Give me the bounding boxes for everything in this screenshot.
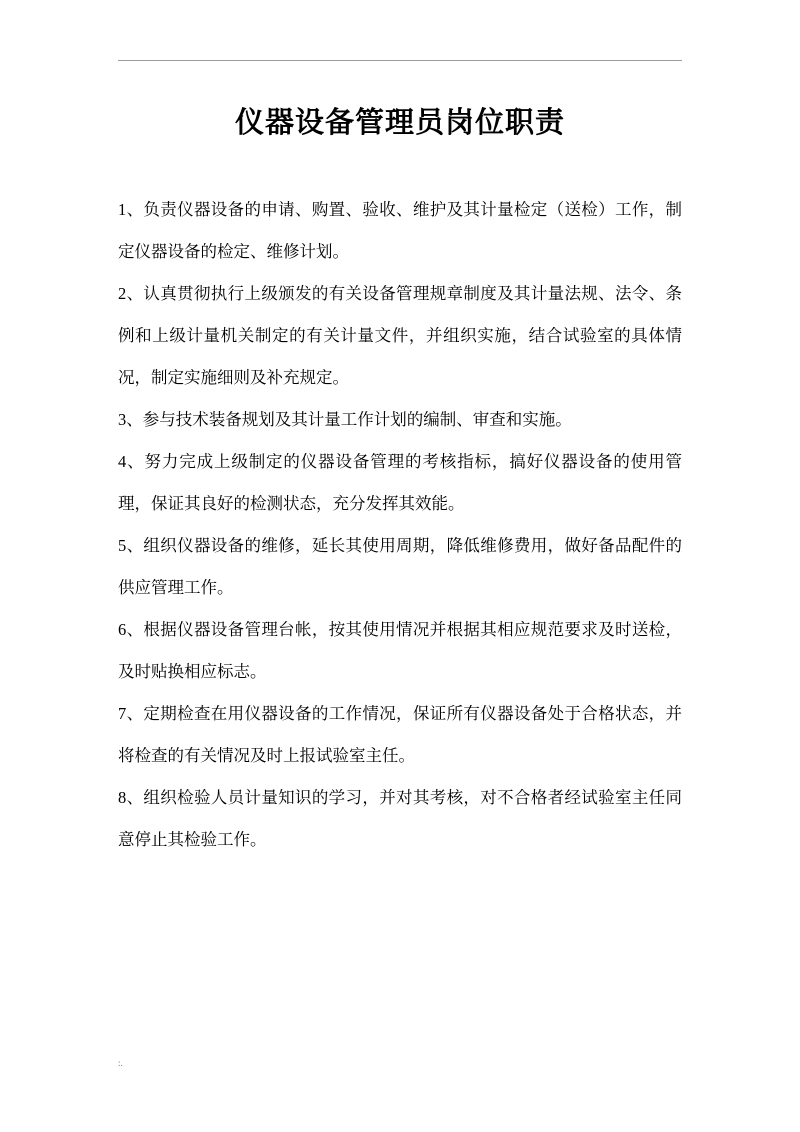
paragraph-1: 1、负责仪器设备的申请、购置、验收、维护及其计量检定（送检）工作，制定仪器设备的检定、维修计划。 [118,199,682,261]
paragraph-5: 5、组织仪器设备的维修，延长其使用周期，降低维修费用，做好备品配件的供应管理工作。 [118,535,682,597]
footer-mark: :. [118,1058,123,1068]
paragraph-3: 3、参与技术装备规划及其计量工作计划的编制、审查和实施。 [118,409,572,429]
paragraph-2: 2、认真贯彻执行上级颁发的有关设备管理规章制度及其计量法规、法令、条例和上级计量机关制定的有关计量文件，并组织实施，结合试验室的具体情况，制定实施细则及补充规定。 [118,283,682,387]
paragraph-7: 7、定期检查在用仪器设备的工作情况，保证所有仪器设备处于合格状态，并将检查的有关情况及时上报试验室主任。 [118,703,682,765]
document-body [118,189,682,861]
paragraph-6: 6、根据仪器设备管理台帐，按其使用情况并根据其相应规范要求及时送检，及时贴换相应标志。 [118,619,682,681]
header-divider [118,60,682,61]
document-content [118,60,682,861]
paragraph-8: 8、组织检验人员计量知识的学习，并对其考核，对不合格者经试验室主任同意停止其检验工作。 [118,787,682,849]
page-title: 仪器设备管理员岗位职责 [234,107,565,139]
paragraph-4: 4、努力完成上级制定的仪器设备管理的考核指标，搞好仪器设备的使用管理，保证其良好的检测状态，充分发挥其效能。 [118,451,682,513]
